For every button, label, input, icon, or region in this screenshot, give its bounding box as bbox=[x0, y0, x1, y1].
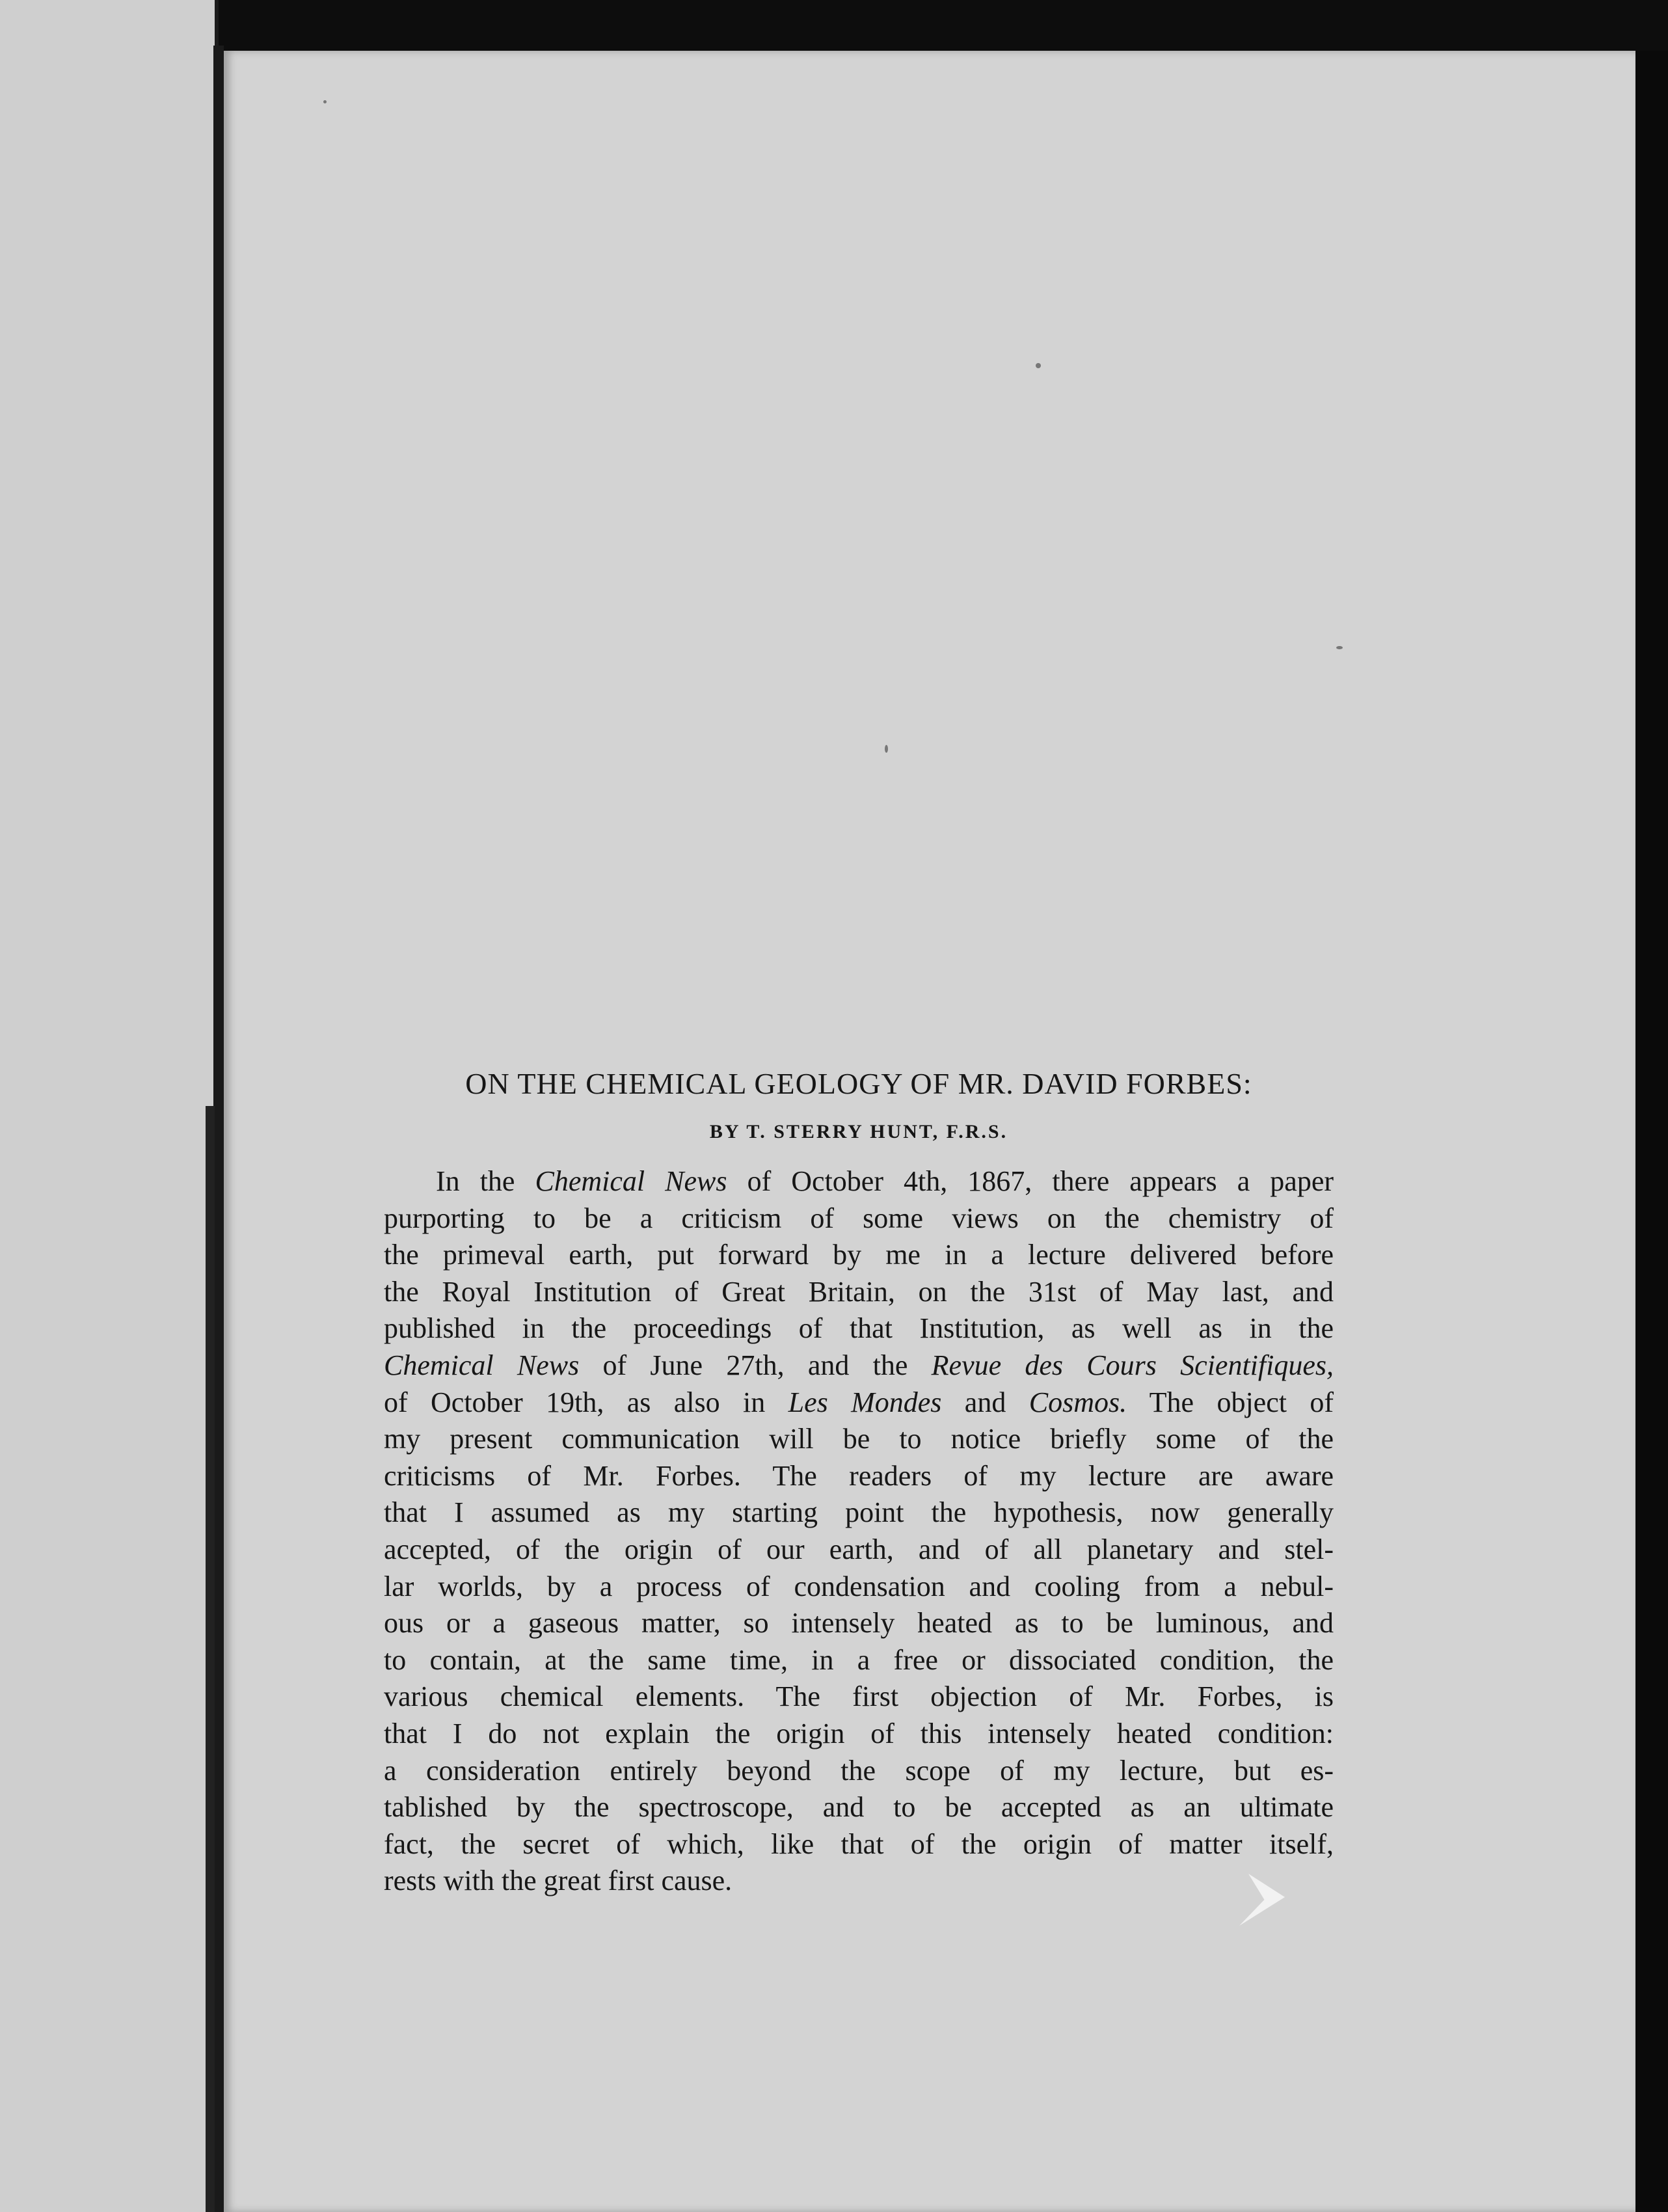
body-text-run: of October 19th, as also in bbox=[384, 1386, 788, 1418]
italic-title-run: Revue des Cours Scientifiques, bbox=[931, 1349, 1334, 1381]
body-line bbox=[384, 1274, 1334, 1311]
body-text-run: that I assumed as my starting point the hypothesis, now generally bbox=[384, 1496, 1334, 1529]
article-byline: BY T. STERRY HUNT, F.R.S. bbox=[709, 1121, 1008, 1142]
article bbox=[384, 1064, 1334, 1900]
body-text-run: that I do not explain the origin of this intensely heated condition: bbox=[384, 1717, 1334, 1749]
body-line bbox=[384, 1421, 1334, 1458]
binding-shadow-lower bbox=[206, 1106, 215, 2212]
scan-speck bbox=[885, 745, 888, 753]
body-line bbox=[384, 1716, 1334, 1753]
body-text-run: of October 4th, 1867, there appears a paper bbox=[727, 1165, 1334, 1197]
italic-title-run: Les Mondes bbox=[788, 1386, 942, 1418]
body-text-run: The object of bbox=[1127, 1386, 1334, 1418]
body-text-run: criticisms of Mr. Forbes. The readers of my lecture are aware bbox=[384, 1459, 1334, 1492]
article-title: ON THE CHEMICAL GEOLOGY OF MR. DAVID FORBES: bbox=[465, 1067, 1252, 1100]
body-text-run: the primeval earth, put forward by me in a lecture delivered before bbox=[384, 1239, 1334, 1271]
body-line bbox=[384, 1494, 1334, 1531]
body-line bbox=[384, 1679, 1334, 1716]
scan-speck bbox=[323, 100, 327, 103]
scan-top-border bbox=[0, 0, 1668, 51]
body-line bbox=[384, 1458, 1334, 1495]
body-line bbox=[384, 1237, 1334, 1274]
body-text-run: a consideration entirely beyond the scope of my lecture, but es- bbox=[384, 1754, 1334, 1787]
body-text-run: published in the proceedings of that Institution, as well as in the bbox=[384, 1312, 1334, 1345]
body-text-run: fact, the secret of which, like that of the origin of matter itself, bbox=[384, 1828, 1334, 1860]
body-text-run: tablished by the spectroscope, and to be accepted as an ultimate bbox=[384, 1791, 1334, 1824]
body-text-run: the Royal Institution of Great Britain, on the 31st of May last, and bbox=[384, 1275, 1334, 1308]
scan-right-border bbox=[1635, 51, 1668, 2212]
body-line bbox=[384, 1347, 1334, 1384]
italic-title-run: Cosmos. bbox=[1029, 1386, 1127, 1418]
body-text-run: In the bbox=[436, 1165, 535, 1197]
scan-speck bbox=[1036, 363, 1041, 368]
scan-speck bbox=[1336, 646, 1343, 649]
body-text-run: accepted, of the origin of our earth, and of all planetary and stel- bbox=[384, 1533, 1334, 1565]
body-text-run: lar worlds, by a process of condensation and cooling from a nebul- bbox=[384, 1570, 1334, 1602]
body-text-run: purporting to be a criticism of some views on the chemistry of bbox=[384, 1202, 1334, 1234]
body-text-run: to contain, at the same time, in a free or dissociated condition, the bbox=[384, 1643, 1334, 1676]
body-text-run: rests with the great first cause. bbox=[384, 1865, 733, 1897]
body-line bbox=[384, 1605, 1334, 1642]
body-line bbox=[384, 1310, 1334, 1347]
body-line bbox=[384, 1863, 1334, 1900]
body-text-run: and bbox=[941, 1386, 1029, 1418]
body-line bbox=[384, 1826, 1334, 1863]
body-line bbox=[384, 1384, 1334, 1422]
italic-title-run: Chemical News bbox=[535, 1165, 727, 1197]
body-line bbox=[384, 1531, 1334, 1569]
body-line bbox=[384, 1789, 1334, 1826]
body-line bbox=[384, 1642, 1334, 1679]
body-line bbox=[384, 1753, 1334, 1790]
body-text-run: various chemical elements. The first objection of Mr. Forbes, is bbox=[384, 1680, 1334, 1713]
italic-title-run: Chemical News bbox=[384, 1349, 580, 1381]
body-line bbox=[384, 1163, 1334, 1200]
adjacent-page-edge bbox=[0, 0, 215, 2212]
binding-shadow bbox=[213, 46, 224, 2212]
body-text-run: ous or a gaseous matter, so intensely heated as to be luminous, and bbox=[384, 1607, 1334, 1639]
body-line bbox=[384, 1569, 1334, 1606]
body-text-run: of June 27th, and the bbox=[579, 1349, 932, 1381]
article-body bbox=[384, 1163, 1334, 1900]
body-line bbox=[384, 1200, 1334, 1237]
body-text-run: my present communication will be to notice briefly some of the bbox=[384, 1423, 1334, 1455]
